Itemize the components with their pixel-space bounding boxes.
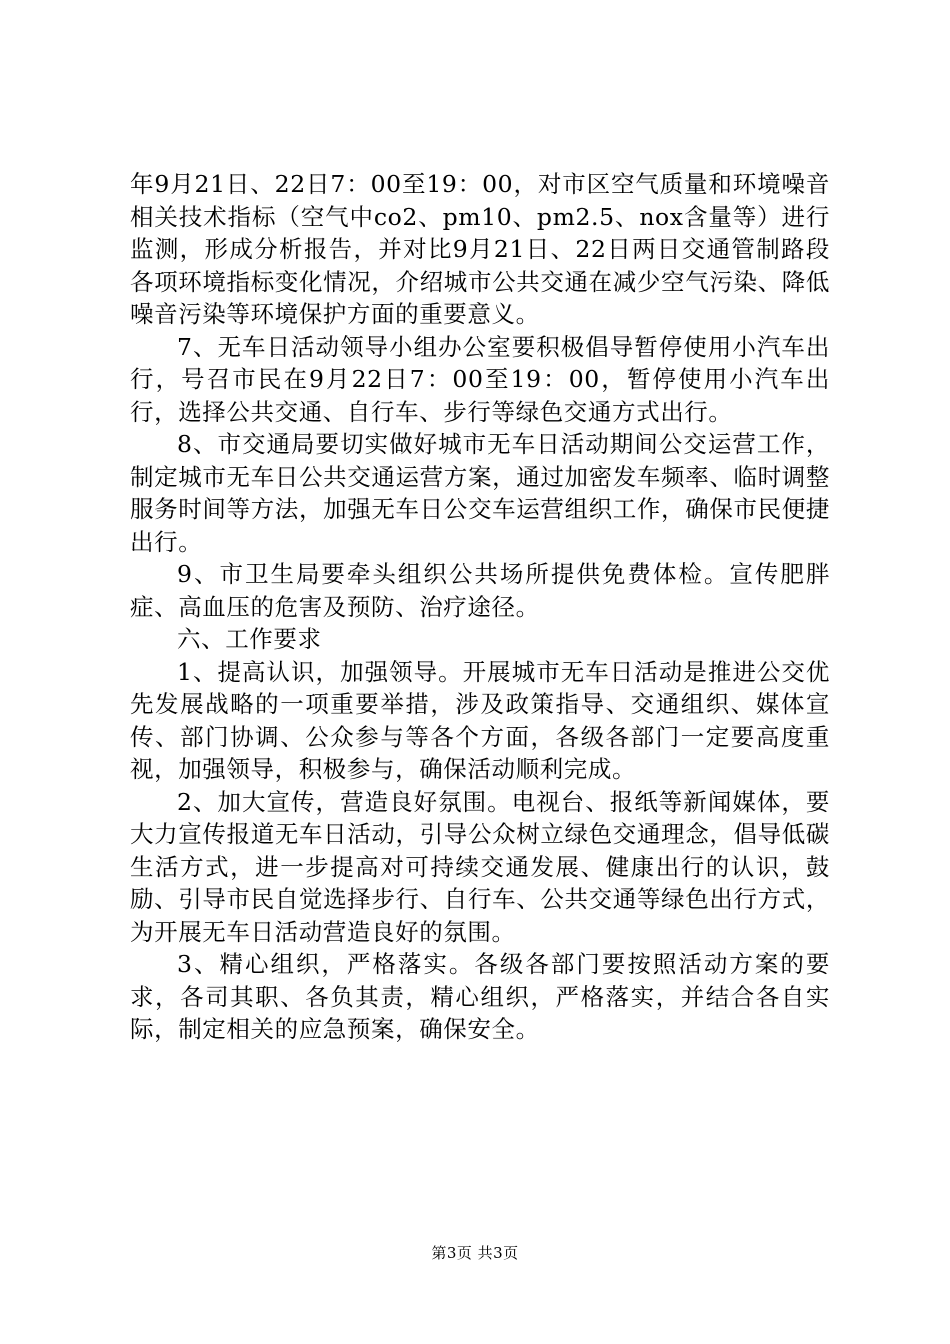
paragraph-continuation: 年9月21日、22日7：00至19：00，对市区空气质量和环境噪音相关技术指标（空气中co2、pm10、pm2.5、nox含量等）进行监测，形成分析报告，并对比9月21日、22日两日交通管制路段各项环境指标变化情况，介绍城市公共交通在减少空气污染、降低噪音污染等环境保护方面的重要意义。: [130, 170, 830, 328]
document-body: [130, 168, 830, 1046]
paragraph-item-7: 7、无车日活动领导小组办公室要积极倡导暂停使用小汽车出行，号召市民在9月22日7：00至19：00，暂停使用小汽车出行，选择公共交通、自行车、步行等绿色交通方式出行。: [130, 332, 830, 426]
paragraph-item-8: 8、市交通局要切实做好城市无车日活动期间公交运营工作，制定城市无车日公共交通运营方案，通过加密发车频率、临时调整服务时间等方法，加强无车日公交车运营组织工作，确保市民便捷出行。: [130, 430, 830, 556]
paragraph-requirement-3: 3、精心组织，严格落实。各级各部门要按照活动方案的要求，各司其职、各负其责，精心组织，严格落实，并结合各自实际，制定相关的应急预案，确保安全。: [130, 950, 830, 1043]
paragraph-requirement-2: 2、加大宣传，营造良好氛围。电视台、报纸等新闻媒体，要大力宣传报道无车日活动，引导公众树立绿色交通理念，倡导低碳生活方式，进一步提高对可持续交通发展、健康出行的认识，鼓励、引导市民自觉选择步行、自行车、公共交通等绿色出行方式，为开展无车日活动营造良好的氛围。: [130, 787, 830, 946]
page-footer: 第3页 共3页: [431, 1244, 519, 1262]
paragraph-requirement-1: 1、提高认识，加强领导。开展城市无车日活动是推进公交优先发展战略的一项重要举措，涉及政策指导、交通组织、媒体宣传、部门协调、公众参与等各个方面，各级各部门一定要高度重视，加强领导，积极参与，确保活动顺利完成。: [130, 657, 830, 783]
section-heading-work-requirements: 六、工作要求: [177, 625, 322, 653]
paragraph-item-9: 9、市卫生局要牵头组织公共场所提供免费体检。宣传肥胖症、高血压的危害及预防、治疗途径。: [130, 560, 830, 621]
